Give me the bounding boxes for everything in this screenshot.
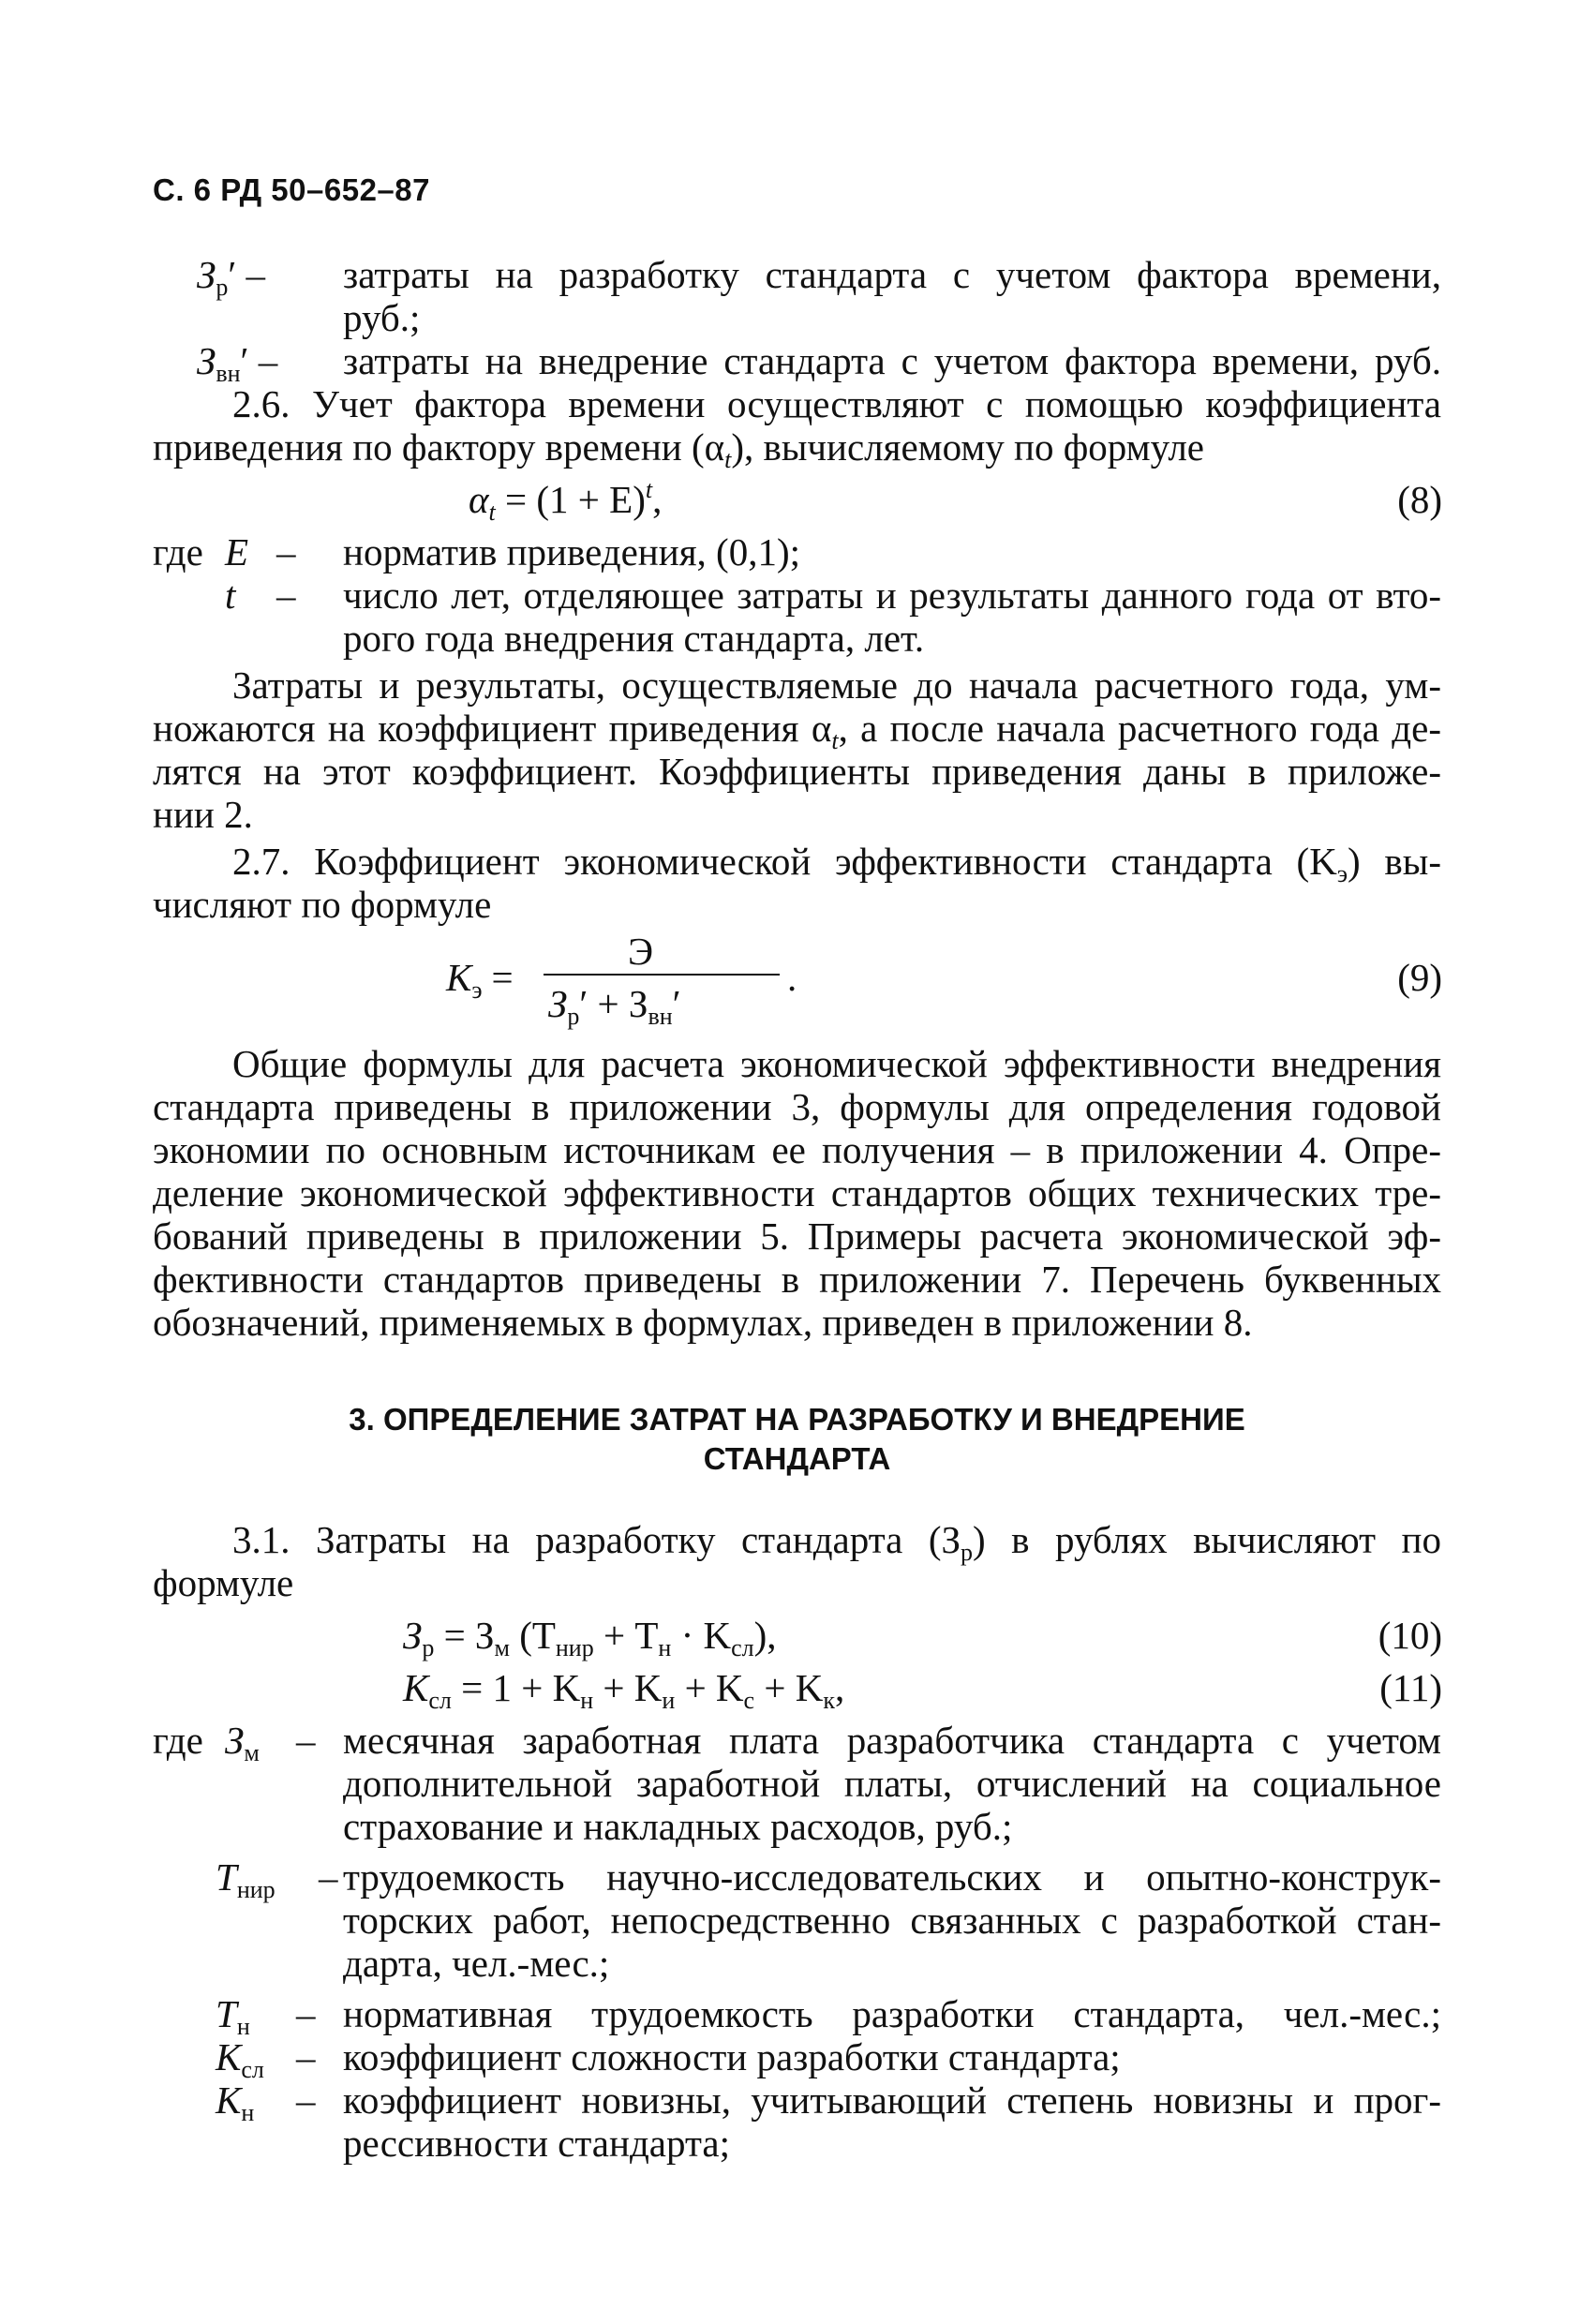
formula-8: $\alpha_t = (1 + E)^t$,: [469, 476, 663, 526]
para-3-1-line-1: 3.1. Затраты на разработку стандарта $(З_р)$ в рублях вычисляют по: [232, 1518, 1441, 1566]
where-10-dash-ksl: –: [296, 2035, 316, 2078]
para-costs-line-2: ножаются на коэффициент приведения $\alpha_t$, а после начала расчетного года де-: [153, 707, 1441, 754]
where-8-text-t-2: рого года внедрения стандарта, лет.: [343, 617, 925, 660]
formula-9-lhs: $K_э$ =: [446, 956, 514, 1004]
where-10-zm-line-1: месячная заработная плата разработчика стандарта с учетом: [343, 1719, 1441, 1762]
formula-9-number: (9): [1397, 956, 1442, 999]
para-2-6-line-1: 2.6. Учет фактора времени осуществляют с помощью коэффициента: [232, 382, 1441, 425]
where-8-sym-t: t: [225, 574, 236, 617]
where-8-text-e: норматив приведения, (0,1);: [343, 530, 800, 574]
formula-8-number: (8): [1397, 478, 1442, 521]
para-3-1-line-2: формуле: [153, 1561, 294, 1604]
where-10-zm-line-3: страхование и накладных расходов, руб.;: [343, 1805, 1013, 1848]
where-10-tn-line-1: нормативная трудоемкость разработки стандарта, чел.-мес.;: [343, 1992, 1441, 2035]
para-costs-line-4: нии 2.: [153, 793, 253, 836]
where-10-sym-kn: $K_н$: [216, 2078, 255, 2126]
where-10-sym-tn: $T_н$: [216, 1992, 250, 2040]
para-general-line-7: обозначений, применяемых в формулах, приведен в приложении 8.: [153, 1301, 1253, 1344]
where-10-kn-line-1: коэффициент новизны, учитывающий степень новизны и прог-: [343, 2078, 1441, 2122]
formula-10: $З_р = З_м$ $(T_{нир} + T_н \cdot K_{сл})$,: [403, 1614, 777, 1661]
where-10-sym-ksl: $K_{сл}$: [216, 2035, 264, 2083]
def-zr-symbol: $З_р'$ –: [197, 253, 266, 301]
where-8-text-t-1: число лет, отделяющее затраты и результаты данного года от вто-: [343, 574, 1441, 617]
where-label-8: где: [153, 530, 203, 574]
where-10-zm-line-2: дополнительной заработной платы, отчислений на социальное: [343, 1762, 1441, 1805]
para-costs-line-3: лятся на этот коэффициент. Коэффициенты приведения даны в приложе-: [153, 750, 1441, 793]
where-10-sym-zm: $З_м$: [225, 1719, 260, 1766]
para-2-7-line-2: числяют по формуле: [153, 883, 492, 926]
where-10-ksl-line-1: коэффициент сложности разработки стандарта;: [343, 2035, 1121, 2078]
page-header: С. 6 РД 50–652–87: [153, 172, 430, 207]
para-general-line-5: бований приведены в приложении 5. Примеры расчета экономической эф-: [153, 1214, 1441, 1258]
where-10-dash-kn: –: [296, 2078, 316, 2122]
where-8-dash-e: –: [276, 530, 296, 574]
where-10-dash-tnir: –: [319, 1855, 338, 1899]
section-3-title-line-1: 3. ОПРЕДЕЛЕНИЕ ЗАТРАТ НА РАЗРАБОТКУ И ВНЕДРЕНИЕ: [349, 1402, 1245, 1437]
where-10-tnir-line-3: дарта, чел.-мес.;: [343, 1942, 610, 1985]
def-zr-text-1: затраты на разработку стандарта с учетом фактора времени,: [343, 253, 1441, 296]
para-2-6-line-2: приведения по фактору времени $(\alpha_t)$, вычисляемому по формуле: [153, 425, 1204, 473]
para-general-line-3: экономии по основным источникам ее получения – в приложении 4. Опре-: [153, 1128, 1441, 1171]
where-10-kn-line-2: рессивности стандарта;: [343, 2122, 730, 2165]
def-zvn-symbol: $З_{вн}'$ –: [197, 339, 278, 387]
para-general-line-6: фективности стандартов приведены в приложении 7. Перечень буквенных: [153, 1258, 1441, 1301]
where-10-tnir-line-1: трудоемкость научно-исследовательских и опытно-конструк-: [343, 1855, 1441, 1899]
where-10-sym-tnir: $T_{нир}$: [216, 1855, 276, 1903]
para-general-line-2: стандарта приведены в приложении 3, формулы для определения годовой: [153, 1085, 1441, 1128]
formula-11: $K_{сл} = 1 + K_н + K_и + K_с + K_к$,: [403, 1666, 845, 1714]
formula-9-numerator: Э: [628, 930, 654, 973]
where-10-dash-tn: –: [296, 1992, 316, 2035]
formula-11-number: (11): [1379, 1666, 1442, 1709]
where-label-10: где: [153, 1719, 203, 1762]
para-costs-line-1: Затраты и результаты, осуществляемые до начала расчетного года, ум-: [232, 663, 1441, 707]
formula-9-fraction-bar: [544, 974, 780, 976]
para-general-line-4: деление экономической эффективности стандартов общих технических тре-: [153, 1171, 1441, 1214]
formula-10-number: (10): [1378, 1614, 1442, 1657]
para-general-line-1: Общие формулы для расчета экономической эффективности внедрения: [232, 1042, 1441, 1085]
formula-9-dot: .: [787, 956, 797, 999]
def-zvn-text: затраты на внедрение стандарта с учетом фактора времени, руб.: [343, 339, 1441, 382]
where-8-sym-e: E: [225, 530, 249, 574]
formula-9-denominator: $З_р' + З_{вн}'$: [548, 982, 681, 1030]
section-3-title-line-2: СТАНДАРТА: [703, 1441, 891, 1476]
where-10-dash-zm: –: [296, 1719, 316, 1762]
para-2-7-line-1: 2.7. Коэффициент экономической эффективности стандарта $(K_э)$ вы-: [232, 840, 1441, 887]
where-10-tnir-line-2: торских работ, непосредственно связанных с разработкой стан-: [343, 1899, 1441, 1942]
where-8-dash-t: –: [276, 574, 296, 617]
def-zr-text-2: руб.;: [343, 296, 421, 339]
